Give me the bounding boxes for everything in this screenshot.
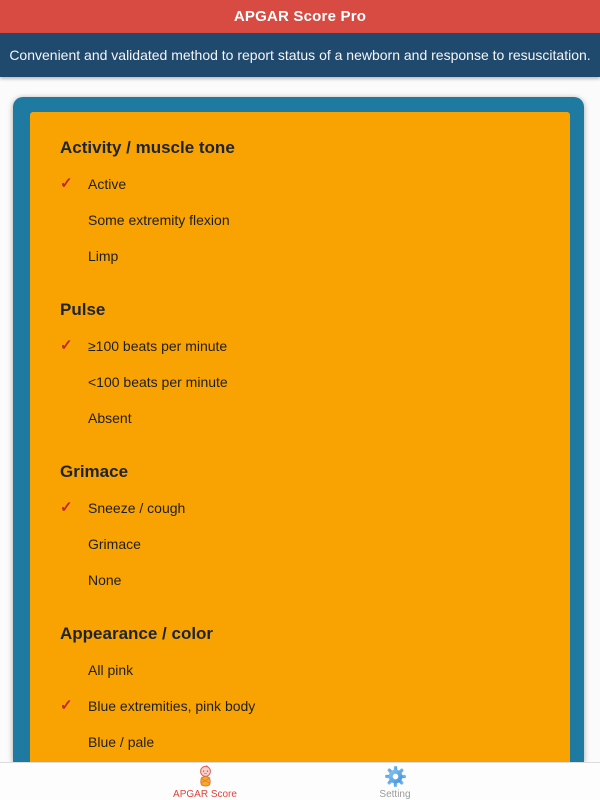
score-option[interactable] xyxy=(60,724,540,760)
section-title: Pulse xyxy=(60,300,106,319)
checkmark-icon: ✓ xyxy=(60,175,73,192)
checkmark-icon: ✓ xyxy=(60,697,73,714)
score-option[interactable] xyxy=(60,238,540,274)
option-label: Active xyxy=(88,176,127,192)
option-label: Blue extremities, pink body xyxy=(88,698,256,714)
score-section xyxy=(60,616,540,760)
option-label: None xyxy=(88,572,122,588)
score-option[interactable] xyxy=(60,652,540,688)
tab-apgar-score[interactable] xyxy=(110,763,300,800)
score-option[interactable] xyxy=(60,328,540,364)
tab-label-apgar-score: APGAR Score xyxy=(173,789,237,800)
score-section xyxy=(60,454,540,598)
score-panel xyxy=(13,97,584,762)
gear-icon xyxy=(384,765,407,788)
option-label: Grimace xyxy=(88,536,141,552)
score-section xyxy=(60,292,540,436)
option-label: Blue / pale xyxy=(88,734,155,750)
score-section xyxy=(60,130,540,274)
app-title: APGAR Score Pro xyxy=(233,8,367,25)
description-banner xyxy=(0,33,600,77)
option-label: All pink xyxy=(88,662,134,678)
option-label: Sneeze / cough xyxy=(88,500,186,516)
section-title: Grimace xyxy=(60,462,129,481)
score-option[interactable] xyxy=(60,202,540,238)
tab-label-setting: Setting xyxy=(379,789,411,800)
score-card xyxy=(30,112,570,762)
score-option[interactable] xyxy=(60,364,540,400)
score-option[interactable] xyxy=(60,562,540,598)
option-label: ≥100 beats per minute xyxy=(88,338,228,354)
score-option[interactable] xyxy=(60,526,540,562)
section-title: Activity / muscle tone xyxy=(60,138,235,157)
option-label: Some extremity flexion xyxy=(88,212,230,228)
baby-icon xyxy=(194,765,217,788)
description-text: Convenient and validated method to report status of a newborn and response to resuscitation. xyxy=(9,47,591,63)
option-label: Limp xyxy=(88,248,119,264)
score-option[interactable] xyxy=(60,490,540,526)
score-option[interactable] xyxy=(60,166,540,202)
option-label: Absent xyxy=(88,410,132,426)
checkmark-icon: ✓ xyxy=(60,499,73,516)
option-label: <100 beats per minute xyxy=(88,374,228,390)
section-title: Appearance / color xyxy=(60,624,214,643)
app-bar xyxy=(0,0,600,33)
tab-setting[interactable] xyxy=(300,763,490,800)
bottom-tab-bar xyxy=(0,762,600,800)
checkmark-icon: ✓ xyxy=(60,337,73,354)
score-option[interactable] xyxy=(60,688,540,724)
score-option[interactable] xyxy=(60,400,540,436)
